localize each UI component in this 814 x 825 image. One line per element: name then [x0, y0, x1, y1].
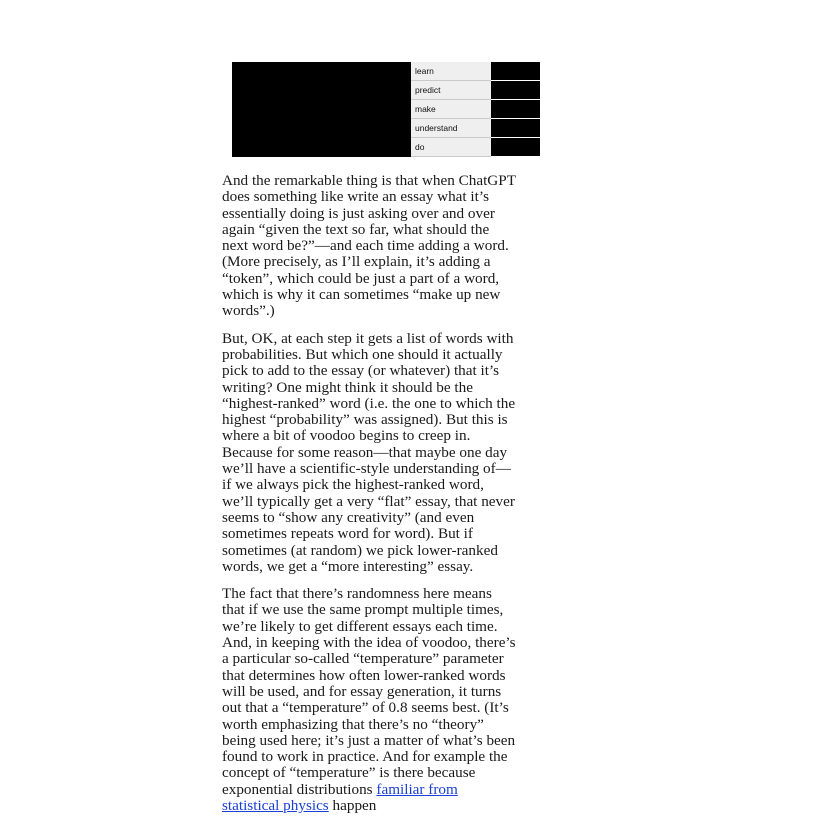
chart-row-label: do: [411, 138, 491, 157]
paragraph: But, OK, at each step it gets a list of words with probabilities. But which one should it actually pick to add to the essay (or whatever) that it’s writing? One might think it should be the “highest-ranked” word (i.e. the one to which the highest “probability” was assigned). But this is where a bit of voodoo begins to creep in. Because for some reason—that maybe one day we’ll have a scientific-style understanding of—if we always pick the highest-ranked word, we’ll typically get a very “flat” essay, that never seems to “show any creativity” (and even sometimes repeats word for word). But if sometimes (at random) we pick lower-ranked words, we get a “more interesting” essay.: [222, 329, 516, 575]
chart-row-bar: [491, 119, 540, 138]
table-row: [411, 119, 540, 138]
table-row: [411, 62, 540, 81]
paragraph-text-after-link: happen: [328, 796, 377, 814]
chart-row-label: learn: [411, 62, 491, 81]
chart-row-label: make: [411, 100, 491, 119]
table-row: [411, 138, 540, 157]
word-probability-chart: [232, 62, 540, 157]
chart-label-table: [411, 62, 540, 157]
paragraph-text-before-link: The fact that there’s randomness here means that if we use the same prompt multiple times, we’re likely to get different essays each time. And, in keeping with the idea of voodoo, there’s a particular so-called “temperature” parameter that determines how often lower-ranked words will be used, and for essay generation, it turns out that a “temperature” of 0.8 seems best. (It’s worth emphasizing that there’s no “theory” being used here; it’s just a matter of what’s been found to work in practice. And for example the concept of “temperature” is there because exponential distributions: [222, 585, 516, 798]
table-row: [411, 81, 540, 100]
chart-row-bar: [491, 62, 540, 81]
statistical-physics-link[interactable]: familiar from statistical physics: [222, 780, 458, 814]
paragraph-with-link: [222, 586, 518, 814]
chart-plot-area: [232, 62, 411, 157]
chart-row-label: predict: [411, 81, 491, 100]
chart-row-bar: [491, 100, 540, 119]
chart-row-bar: [491, 138, 540, 157]
chart-row-bar: [491, 81, 540, 100]
article-content: [222, 62, 518, 825]
paragraph: And the remarkable thing is that when ChatGPT does something like write an essay what it’s essentially doing is just asking over and over again “given the text so far, what should the next word be?”—and each time adding a word. (More precisely, as I’ll explain, it’s adding a “token”, which could be just a part of a word, which is why it can sometimes “make up new words”.): [222, 172, 516, 320]
table-row: [411, 100, 540, 119]
chart-row-label: understand: [411, 119, 491, 138]
